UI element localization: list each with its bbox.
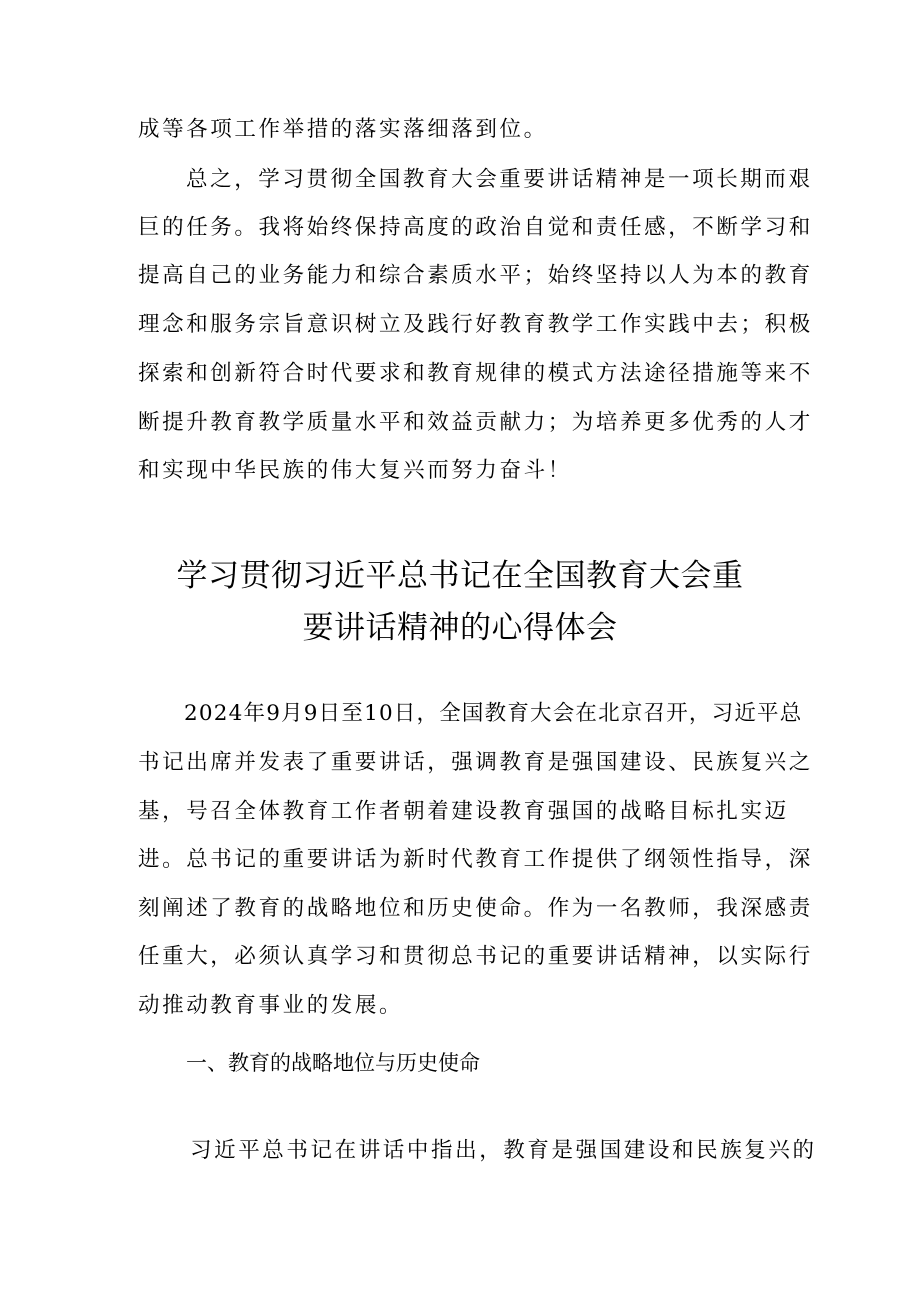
intro-line: 进。总书记的重要讲话为新时代教育工作提供了纲领性指导，深 (138, 847, 813, 872)
paragraph-line: 断提升教育教学质量水平和效益贡献力；为培养更多优秀的人才 (138, 410, 813, 435)
paragraph-line: 提高自己的业务能力和综合素质水平；始终坚持以人为本的教育 (138, 263, 813, 288)
article-title: 学习贯彻习近平总书记在全国教育大会重 (176, 558, 744, 594)
intro-line: 2024年9月9日至10日，全国教育大会在北京召开，习近平总 (184, 701, 803, 726)
intro-line: 动推动教育事业的发展。 (138, 993, 404, 1018)
article-title: 要讲话精神的心得体会 (302, 610, 618, 646)
paragraph-line: 探索和创新符合时代要求和教育规律的模式方法途径措施等来不 (138, 361, 813, 386)
intro-line: 任重大，必须认真学习和贯彻总书记的重要讲话精神，以实际行 (138, 944, 813, 969)
intro-line: 刻阐述了教育的战略地位和历史使命。作为一名教师，我深感责 (138, 896, 813, 921)
paragraph-line: 总之，学习贯彻全国教育大会重要讲话精神是一项长期而艰 (186, 167, 813, 192)
paragraph-line: 和实现中华民族的伟大复兴而努力奋斗！ (138, 458, 572, 483)
paragraph-line: 理念和服务宗旨意识树立及践行好教育教学工作实践中去；积极 (138, 312, 813, 337)
intro-line: 基，号召全体教育工作者朝着建设教育强国的战略目标扎实迈 (138, 799, 789, 824)
paragraph-line: 巨的任务。我将始终保持高度的政治自觉和责任感，不断学习和 (138, 215, 813, 240)
paragraph-line: 成等各项工作举措的落实落细落到位。 (138, 117, 548, 142)
section-paragraph-line: 习近平总书记在讲话中指出，教育是强国建设和民族复兴的 (190, 1138, 817, 1163)
section-heading: 一、教育的战略地位与历史使命 (186, 1051, 480, 1075)
intro-line: 书记出席并发表了重要讲话，强调教育是强国建设、民族复兴之 (138, 750, 813, 775)
